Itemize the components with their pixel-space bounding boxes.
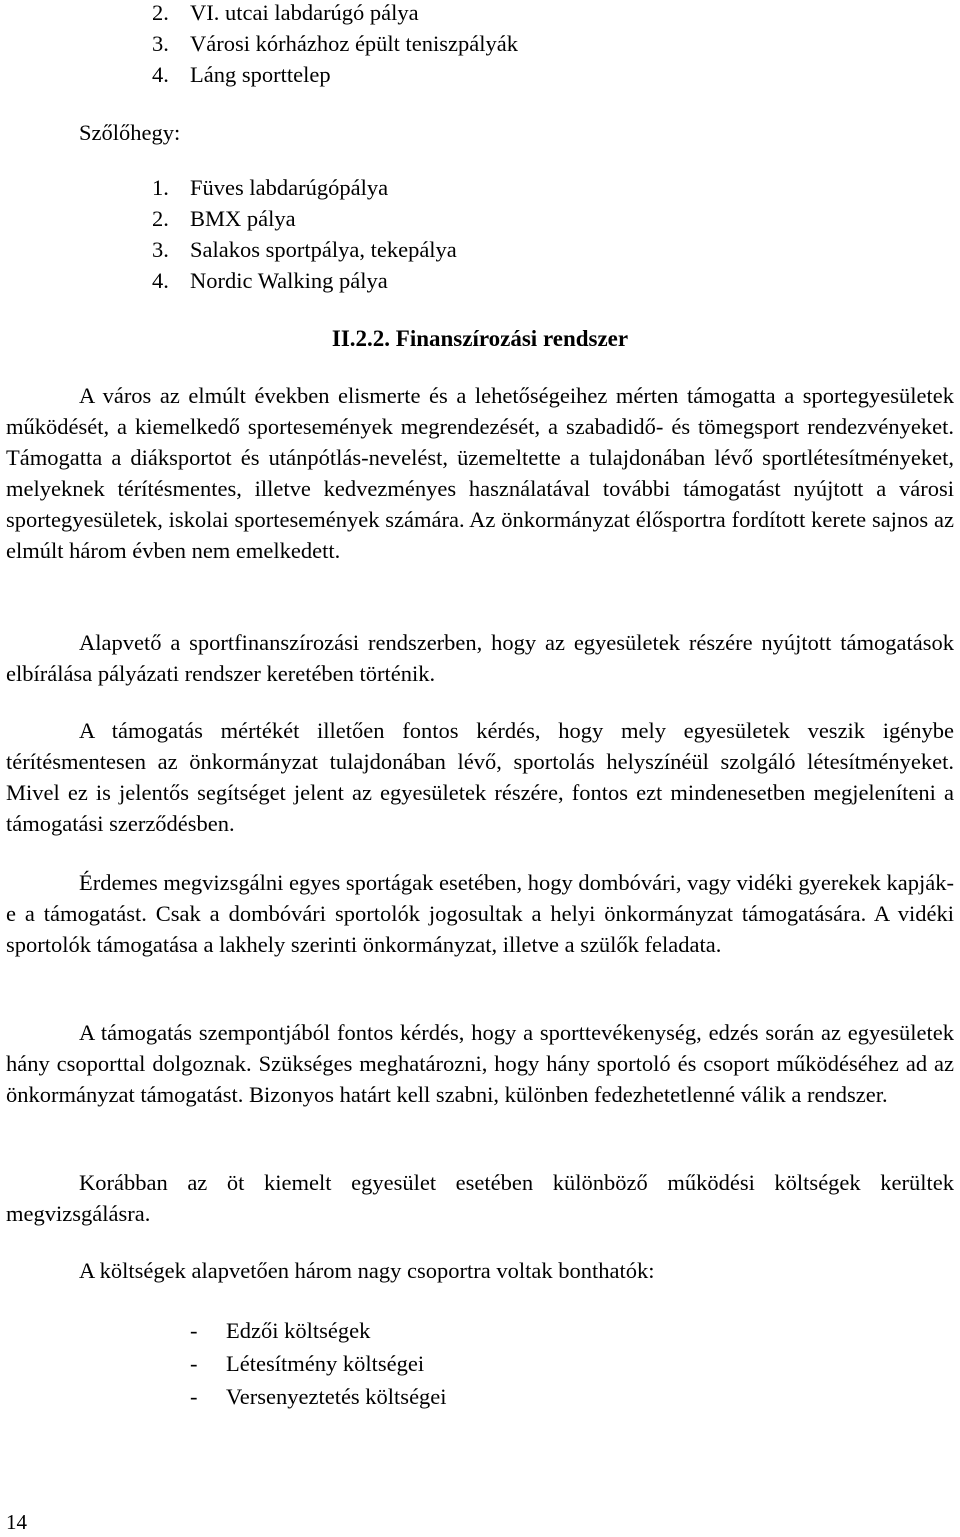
paragraph-tender-system: Alapvető a sportfinanszírozási rendszerben, hogy az egyesületek részére nyújtott támogatások elbírálása pályázati rendszer keretében történik. bbox=[6, 630, 954, 686]
list-item: 2. BMX pálya bbox=[152, 206, 296, 231]
paragraph-facility-use: A támogatás mértékét illetően fontos kérdés, hogy mely egyesületek veszik igénybe térítésmentesen az önkormányzat tulajdonában lévő, sportolás helyszínéül szolgáló létesítményeket. Mivel ez is jelentős segítséget jelent az egyesületek részére, fontos ezt mindenesetben megjeleníteni a támogatási szerződésben. bbox=[6, 718, 954, 836]
paragraph-cost-groups: A költségek alapvetően három nagy csoportra voltak bonthatók: bbox=[79, 1258, 655, 1283]
list-item: - Létesítmény költségei bbox=[190, 1351, 425, 1376]
paragraph-local-athletes: Érdemes megvizsgálni egyes sportágak esetében, hogy dombóvári, vagy vidéki gyerekek kapják-e a támogatást. Csak a dombóvári sportolók jogosultak a helyi önkormányzat támogatására. A vidéki sportolók támogatása a lakhely szerinti önkormányzat, illetve a szülők feladata. bbox=[6, 870, 954, 957]
page-number: 14 bbox=[6, 1510, 27, 1534]
cost-group-list bbox=[190, 1314, 447, 1413]
list-item: - Edzői költségek bbox=[190, 1318, 371, 1343]
list-item: 3. Városi kórházhoz épült teniszpályák bbox=[152, 31, 519, 56]
szolohegy-heading: Szőlőhegy: bbox=[79, 120, 181, 145]
list-item: - Versenyeztetés költségei bbox=[190, 1384, 447, 1409]
list-item: 3. Salakos sportpálya, tekepálya bbox=[152, 237, 457, 262]
list-item: 4. Láng sporttelep bbox=[152, 62, 331, 87]
paragraph-city-support: A város az elmúlt években elismerte és a lehetőségeihez mérten támogatta a sportegyesületek működését, a kiemelkedő sportesemények megrendezését, a szabadidő- és tömegsport rendezvényeket. Támogatta a diáksportot és utánpótlás-nevelést, üzemeltette a tulajdonában lévő sportlétesítményeket, melyeknek térítésmentes, illetve kedvezményes használatával további támogatást nyújtott a városi sportegyesületek, iskolai sportesemények számára. Az önkormányzat élősportra fordított kerete sajnos az elmúlt három évben nem emelkedett. bbox=[6, 383, 954, 563]
paragraph-groups: A támogatás szempontjából fontos kérdés, hogy a sporttevékenység, edzés során az egyesületek hány csoporttal dolgoznak. Szükséges meghatározni, hogy hány sportoló és csoport működéséhez ad az önkormányzat támogatást. Bizonyos határt kell szabni, különben fedezhetetlenné válik a rendszer. bbox=[6, 1020, 954, 1107]
facility-list-continued bbox=[152, 0, 518, 90]
list-item: 1. Füves labdarúgópálya bbox=[152, 175, 389, 200]
section-heading: II.2.2. Finanszírozási rendszer bbox=[331, 326, 629, 351]
list-item: 2. VI. utcai labdarúgó pálya bbox=[152, 0, 419, 25]
szolohegy-facility-list bbox=[152, 172, 457, 296]
paragraph-operating-costs: Korábban az öt kiemelt egyesület esetében különböző működési költségek kerültek megvizsgálásra. bbox=[6, 1170, 954, 1226]
list-item: 4. Nordic Walking pálya bbox=[152, 268, 388, 293]
